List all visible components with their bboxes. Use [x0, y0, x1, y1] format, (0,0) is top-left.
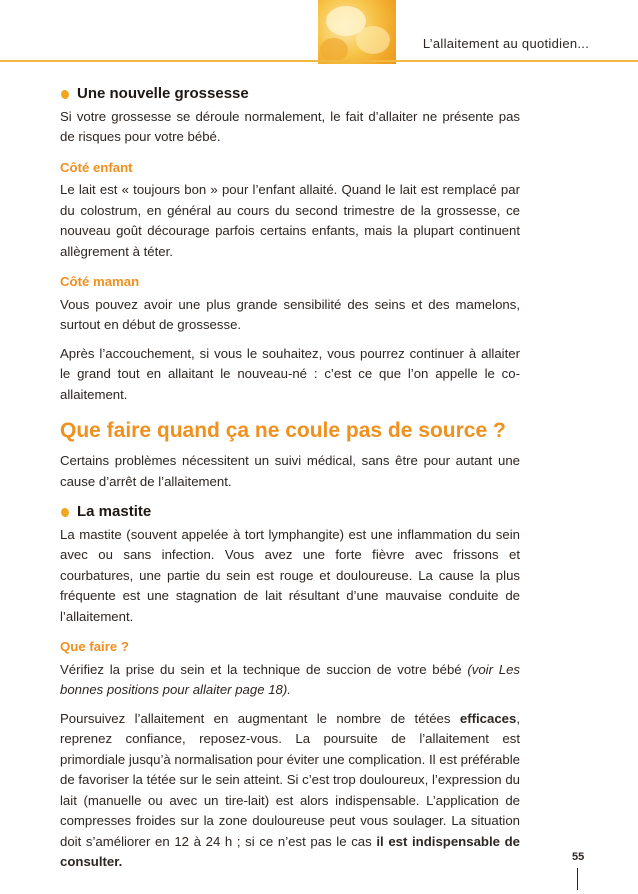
subheading-cote-maman: Côté maman — [60, 274, 140, 289]
running-head: L’allaitement au quotidien... — [422, 36, 590, 51]
paragraph: Vous pouvez avoir une plus grande sensibilité des seins et des mamelons, surtout en début de grossesse. — [60, 296, 520, 332]
header-photo — [318, 0, 396, 64]
page-content — [60, 84, 520, 881]
page-number: 55 — [572, 851, 585, 863]
bullet-icon — [59, 88, 70, 100]
paragraph: Le lait est « toujours bon » pour l’enfant allaité. Quand le lait est remplacé par du colostrum, en général au cours du second trimestre de la grossesse, ce nouveau goût décourage parfois certains enfants, mais la plupart continuent allègrement à téter. — [60, 182, 520, 259]
subheading-que-faire: Que faire ? — [60, 639, 129, 654]
bullet-icon — [59, 506, 70, 518]
subheading-cote-enfant: Côté enfant — [60, 159, 133, 175]
paragraph: La mastite (souvent appelée à tort lymphangite) est une inflammation du sein avec ou sans infection. Vous avez une forte fièvre avec frissons et courbatures, une partie du sein est rouge et douloureuse. La cause la plus fréquente est une stagnation de lait résultant d’une mauvaise conduite de l’allaitement. — [60, 526, 520, 624]
paragraph: Certains problèmes nécessitent un suivi médical, sans être pour autant une cause d’arrêt de l’allaitement. — [60, 453, 520, 489]
heading-mastite: La mastite — [60, 502, 520, 523]
paragraph: Après l’accouchement, si vous le souhaitez, vous pourrez continuer à allaiter le grand tout en allaitant le nouveau-né : c’est ce que l’on appelle le co-allaitement. — [60, 345, 520, 402]
paragraph: Poursuivez l’allaitement en augmentant le nombre de tétées efficaces, reprenez confiance, reposez-vous. La poursuite de l’allaitement est primordiale jusqu’à normalisation pour éviter une complication. Il est préférable de favoriser la tétée sur le sein atteint. Si c’est trop douloureux, l’expression du lait (manuelle ou avec un tire-lait) est alors indispensable. L’application de compresses froides sur la zone douloureuse peut vous soulager. La situation doit s’améliorer en 12 à 24 h ; si ce n’est pas le cas il est indispensable de consulter. — [60, 710, 520, 869]
header-rule — [0, 60, 638, 62]
page-number-rule — [577, 868, 578, 890]
heading-nouvelle-grossesse: Une nouvelle grossesse — [60, 84, 520, 105]
section-title: Que faire quand ça ne coule pas de source ? — [60, 419, 506, 442]
paragraph: Vérifiez la prise du sein et la technique de succion de votre bébé (voir Les bonnes positions pour allaiter page 18). — [60, 661, 520, 697]
page-reference: (voir Les bonnes positions pour allaiter page 18). — [60, 661, 520, 697]
paragraph: Si votre grossesse se déroule normalement, le fait d’allaiter ne présente pas de risques pour votre bébé. — [60, 108, 520, 144]
